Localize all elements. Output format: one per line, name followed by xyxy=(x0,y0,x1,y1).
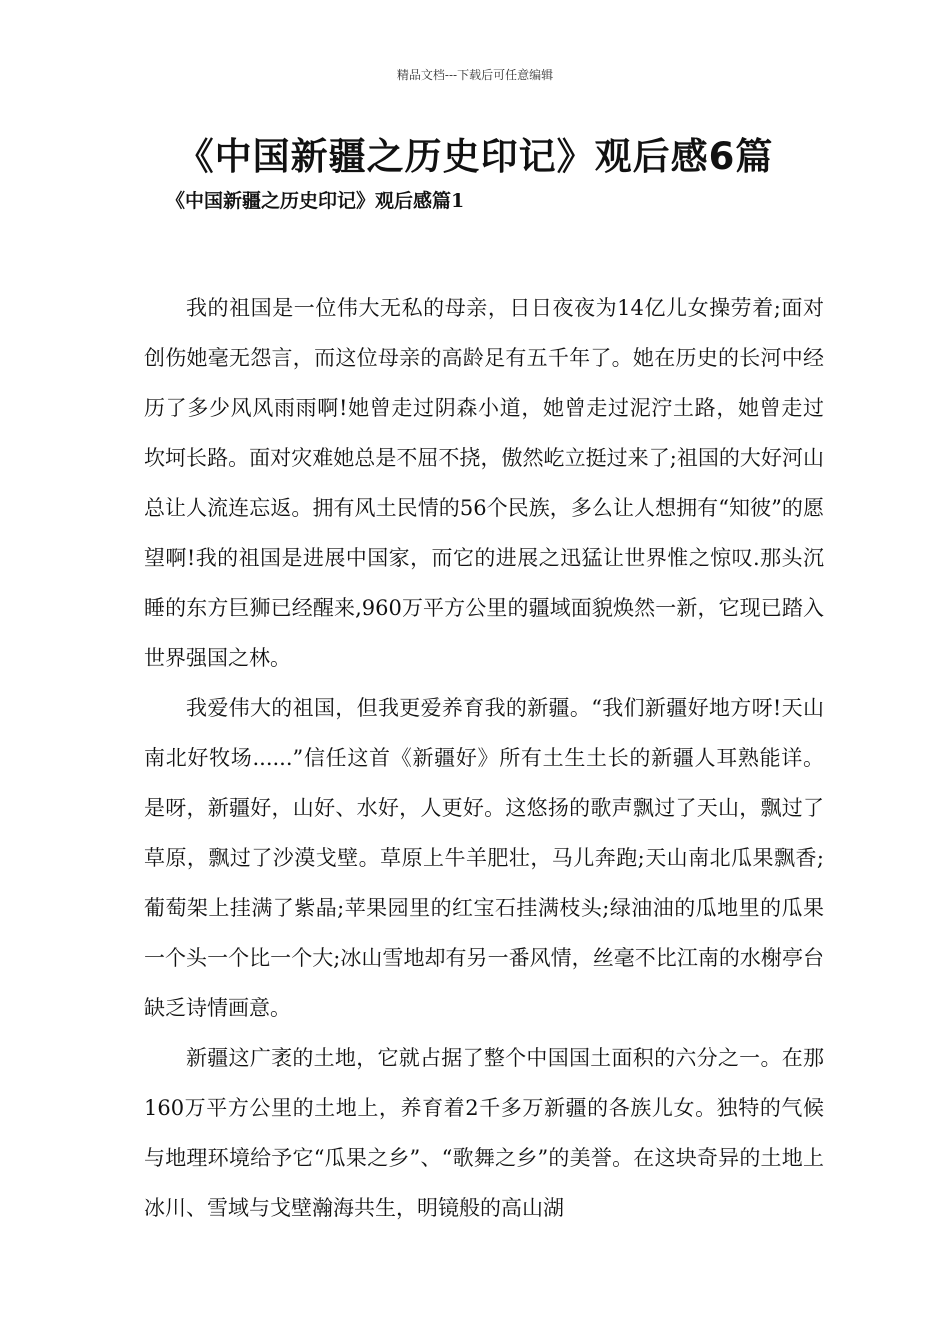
section-heading: 《中国新疆之历史印记》观后感篇1 xyxy=(166,190,465,212)
header-note: 精品文档---下载后可任意编辑 xyxy=(396,68,554,82)
paragraph: 我的祖国是一位伟大无私的母亲，日日夜夜为14亿儿女操劳着;面对创伤她毫无怨言，而这位母亲的高龄足有五千年了。她在历史的长河中经历了多少风风雨雨啊!她曾走过阴森小道，她曾走过泥泞土路，她曾走过坎坷长路。面对灾难她总是不屈不挠，傲然屹立挺过来了;祖国的大好河山总让人流连忘返。拥有风土民情的56个民族，多么让人想拥有“知彼”的愿望啊!我的祖国是进展中国家，而它的进展之迅猛让世界惟之惊叹.那头沉睡的东方巨狮已经醒来,960万平方公里的疆域面貌焕然一新，它现已踏入世界强国之林。 xyxy=(144,296,824,670)
paragraph: 新疆这广袤的土地，它就占据了整个中国国土面积的六分之一。在那160万平方公里的土地上，养育着2千多万新疆的各族儿女。独特的气候与地理环境给予它“瓜果之乡”、“歌舞之乡”的美誉。在这块奇异的土地上冰川、雪域与戈壁瀚海共生，明镜般的高山湖 xyxy=(144,1046,824,1220)
paragraph: 我爱伟大的祖国，但我更爱养育我的新疆。“我们新疆好地方呀!天山南北好牧场......”信任这首《新疆好》所有土生土长的新疆人耳熟能详。是呀，新疆好，山好、水好，人更好。这悠扬的歌声飘过了天山，飘过了草原，飘过了沙漠戈壁。草原上牛羊肥壮，马儿奔跑;天山南北瓜果飘香;葡萄架上挂满了紫晶;苹果园里的红宝石挂满枝头;绿油油的瓜地里的瓜果一个头一个比一个大;冰山雪地却有另一番风情，丝毫不比江南的水榭亭台缺乏诗情画意。 xyxy=(144,696,824,1020)
body-text xyxy=(144,283,824,1233)
document-title: 《中国新疆之历史印记》观后感6篇 xyxy=(176,135,774,178)
